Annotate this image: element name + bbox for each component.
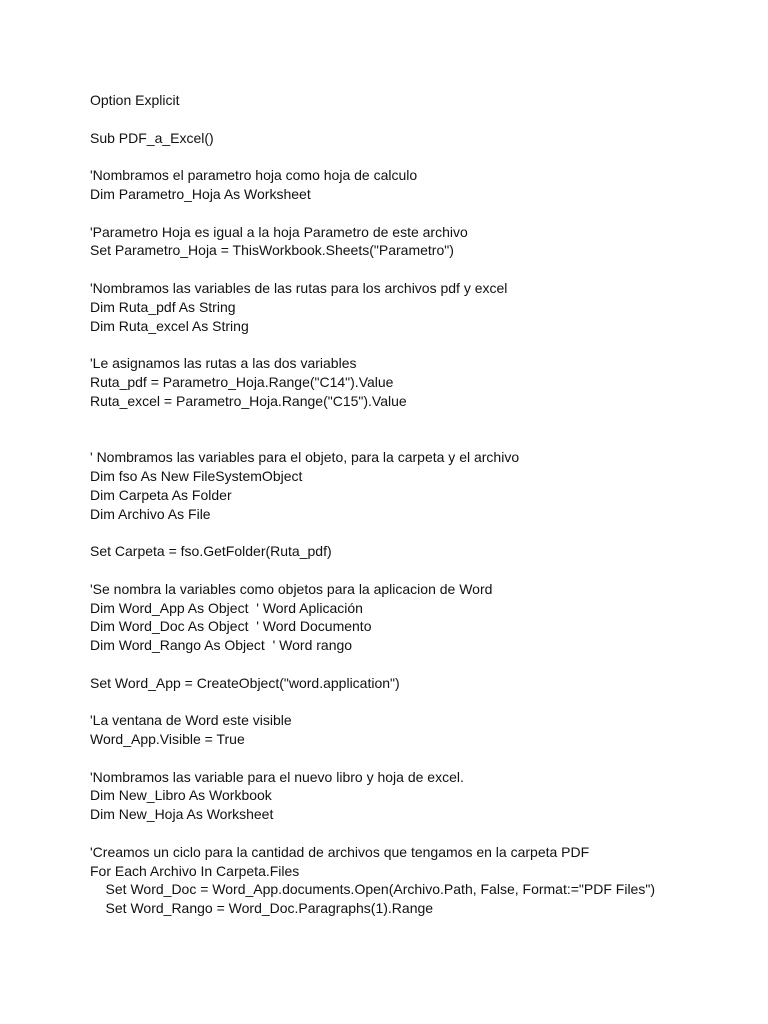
code-line: Dim Word_Rango As Object ' Word rango	[90, 637, 353, 654]
blank-line	[90, 824, 655, 843]
code-line: Dim New_Libro As Workbook	[90, 787, 272, 804]
code-line: 'Parametro Hoja es igual a la hoja Parametro de este archivo	[90, 223, 468, 240]
code-line: Dim Ruta_excel As String	[90, 317, 249, 334]
code-line: Set Word_App = CreateObject("word.application")	[90, 674, 400, 691]
code-line: Set Word_Doc = Word_App.documents.Open(Archivo.Path, False, Format:="PDF Files")	[90, 881, 655, 898]
code-line: Dim Parametro_Hoja As Worksheet	[90, 185, 311, 202]
blank-line	[90, 561, 655, 580]
blank-line	[90, 749, 655, 768]
blank-line	[90, 147, 655, 166]
code-line: 'Creamos un ciclo para la cantidad de archivos que tengamos en la carpeta PDF	[90, 843, 590, 860]
code-line: Sub PDF_a_Excel()	[90, 129, 214, 146]
blank-line	[90, 204, 655, 223]
blank-line	[90, 411, 655, 430]
code-line: Word_App.Visible = True	[90, 731, 245, 748]
blank-line	[90, 260, 655, 279]
blank-line	[90, 693, 655, 712]
code-line: Ruta_pdf = Parametro_Hoja.Range("C14").Value	[90, 373, 394, 390]
code-line: 'Le asignamos las rutas a las dos variables	[90, 355, 357, 372]
code-line: Dim fso As New FileSystemObject	[90, 467, 303, 484]
blank-line	[90, 655, 655, 674]
code-line: Ruta_excel = Parametro_Hoja.Range("C15").Value	[90, 392, 407, 409]
code-line: Dim Ruta_pdf As String	[90, 298, 236, 315]
code-line: Dim Carpeta As Folder	[90, 486, 232, 503]
code-line: Dim Word_App As Object ' Word Aplicación	[90, 599, 363, 616]
blank-line	[90, 429, 655, 448]
code-line: Set Carpeta = fso.GetFolder(Ruta_pdf)	[90, 543, 332, 560]
code-line: Dim Archivo As File	[90, 505, 211, 522]
blank-line	[90, 523, 655, 542]
code-line: ' Nombramos las variables para el objeto, para la carpeta y el archivo	[90, 449, 520, 466]
code-line: 'Nombramos las variables de las rutas para los archivos pdf y excel	[90, 279, 508, 296]
blank-line	[90, 335, 655, 354]
code-line: Option Explicit	[90, 92, 180, 108]
vba-code-block	[90, 91, 655, 918]
code-line: Set Word_Rango = Word_Doc.Paragraphs(1).Range	[90, 900, 434, 917]
code-line: 'Se nombra la variables como objetos para la aplicacion de Word	[90, 580, 493, 597]
code-line: For Each Archivo In Carpeta.Files	[90, 862, 300, 879]
code-line: 'Nombramos las variable para el nuevo libro y hoja de excel.	[90, 768, 464, 785]
code-line: Set Parametro_Hoja = ThisWorkbook.Sheets("Parametro")	[90, 242, 454, 259]
blank-line	[90, 110, 655, 129]
code-line: 'Nombramos el parametro hoja como hoja de calculo	[90, 167, 418, 184]
code-line: 'La ventana de Word este visible	[90, 712, 292, 729]
code-line: Dim Word_Doc As Object ' Word Documento	[90, 618, 372, 635]
code-line: Dim New_Hoja As Worksheet	[90, 806, 274, 823]
